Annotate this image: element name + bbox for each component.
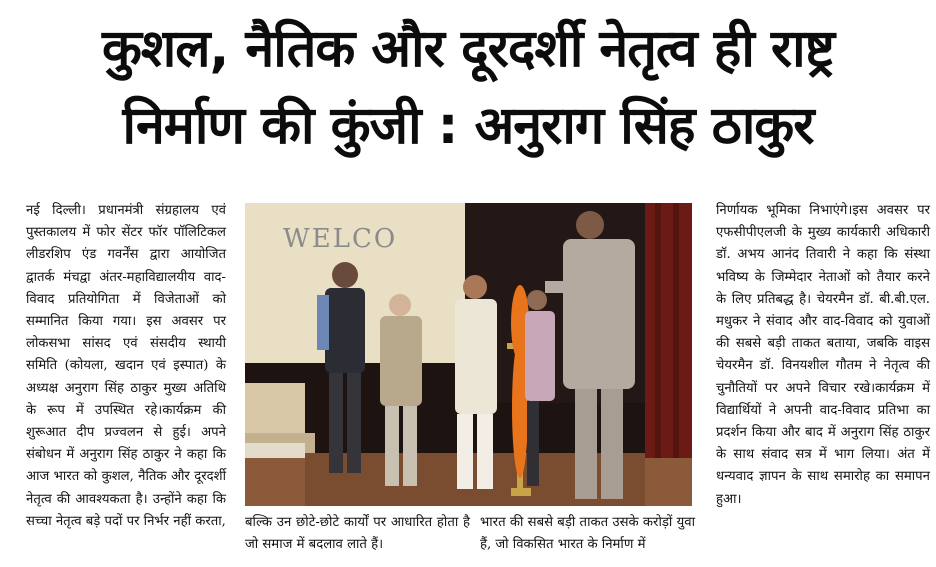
article-text-right: निर्णायक भूमिका निभाएंगे।इस अवसर पर एफसीपीएलजी के मुख्य कार्यकारी अधिकारी डॉ. अभय आनंद तिवारी ने कहा कि संस्था भविष्य के जिम्मेदार नेताओं को तैयार करने के लिए प्रतिबद्ध है। चेयरमैन डॉ. बी.बी.एल. मधुकर ने संवाद और वाद-विवाद को युवाओं की सबसे बड़ी ताकत बताया, जबकि वाइस चेयरमैन डॉ. विनयशील गौतम ने नेतृत्व की चुनौतियों पर अपने विचार रखे।कार्यक्रम में विद्यार्थियों ने अपनी वाद-विवाद प्रतिभा का प्रदर्शन किया और बाद में अनुराग सिंह ठाकुर के साथ संवाद सत्र में भाग लिया। अंत में धन्यवाद ज्ञापन के साथ समारोह का समापन हुआ। bbox=[716, 203, 930, 507]
event-photo bbox=[245, 203, 692, 506]
headline bbox=[0, 0, 936, 180]
headline-line-1: कुशल, नैतिक और दूरदर्शी नेतृत्व ही राष्ट्र bbox=[102, 19, 834, 79]
headline-line-2: निर्माण की कुंजी : अनुराग सिंह ठाकुर bbox=[122, 96, 814, 156]
article-column-left bbox=[26, 200, 226, 533]
banner-text: WELCO bbox=[283, 224, 398, 254]
article-column-mid-1 bbox=[245, 512, 470, 556]
article-text-mid-2: भारत की सबसे बड़ी ताकत उसके करोड़ों युवा हैं, जो विकसित भारत के निर्माण में bbox=[480, 515, 695, 553]
article-column-right bbox=[716, 200, 930, 511]
article-text-left: नई दिल्ली। प्रधानमंत्री संग्रहालय एवं पुस्तकालय में फोर सेंटर फॉर पॉलिटिकल लीडरशिप एंड गवर्नेंस द्वारा आयोजित द्वातर्क मंचद्वा अंतर-महाविद्यालयीय वाद-विवाद प्रतियोगिता में विजेताओं को सम्मानित किया गया। इस अवसर पर लोकसभा सांसद एवं संसदीय स्थायी समिति (कोयला, खदान एवं इस्पात) के अध्यक्ष अनुराग सिंह ठाकुर मुख्य अतिथि के रूप में उपस्थित रहे।कार्यक्रम की शुरूआत दीप प्रज्वलन से हुई। अपने संबोधन में अनुराग सिंह ठाकुर ने कहा कि आज भारत को कुशल, नैतिक और दूरदर्शी नेतृत्व की आवश्यकता है। उन्होंने कहा कि सच्चा नेतृत्व बड़े पदों पर निर्भर नहीं करता, bbox=[26, 203, 226, 529]
article-column-mid-2 bbox=[480, 512, 695, 556]
article-text-mid-1: बल्कि उन छोटे-छोटे कार्यों पर आधारित होता है जो समाज में बदलाव लाते हैं। bbox=[245, 515, 470, 553]
